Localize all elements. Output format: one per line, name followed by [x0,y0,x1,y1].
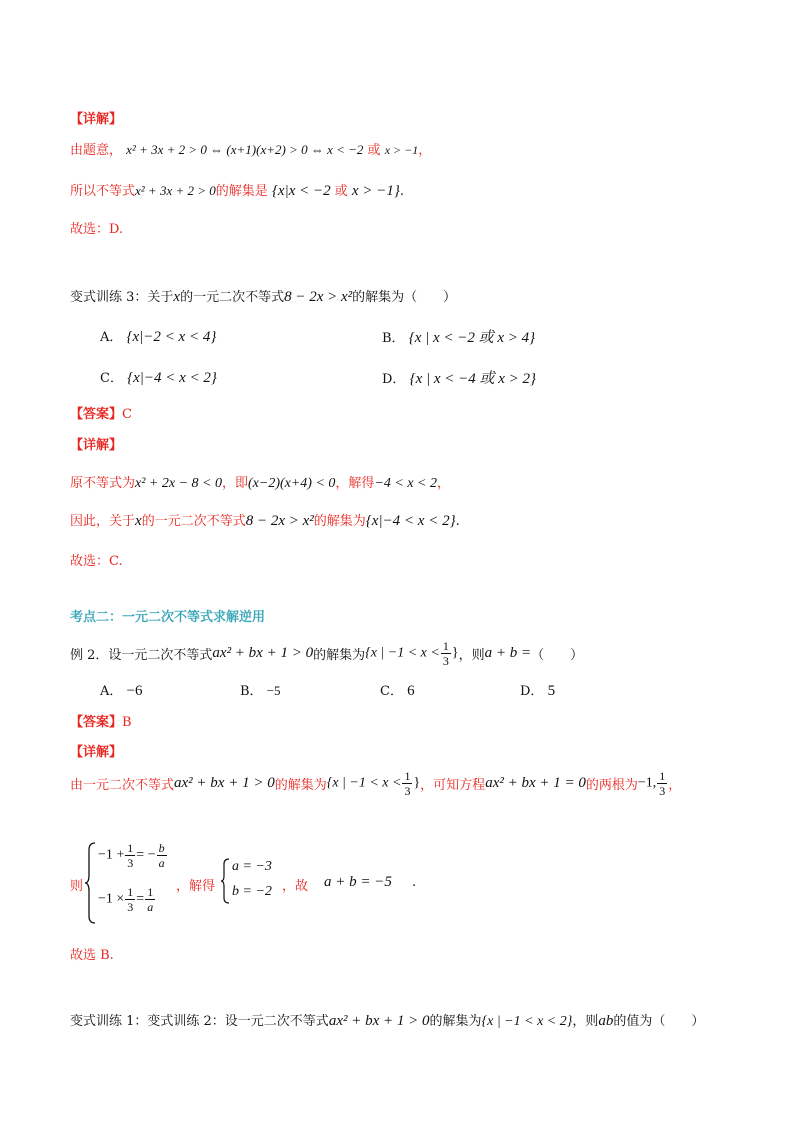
detail-line-1-end: ， [418,143,432,158]
solution-b: b = −2 [232,884,272,899]
example-2-question [70,640,583,676]
detail-line-2 [70,180,404,200]
detail-line-2-math-b: {x|x < −2 [271,183,331,199]
frac-den: 3 [127,856,134,870]
detail-line-2-end: . [399,184,404,199]
ex2-line-1-prefix: 由一元二次不等式 [70,778,175,793]
section-title-point-2: 考点二：一元二次不等式求解逆用 [70,610,266,625]
example-2-answer [70,711,132,730]
detail-line-1-math-b: x > −1 [384,143,419,157]
variant-3-option-d[interactable] [382,367,536,388]
variant-3-mid: 的一元二次不等式 [180,290,285,305]
eq2-mid: = [136,891,145,907]
ex2-line-1-roots-fraction [657,770,667,797]
detail-line-2-math-c: x > −1} [351,183,400,199]
v3-line-2-math-b: {x|−4 < x < 2} [365,513,456,529]
detail-line-2-or: 或 [334,184,348,199]
ex2-math-b: a + b = [484,645,532,661]
system-solve: ，解得 [176,879,216,894]
v2-mid: 的解集为 [429,1014,482,1029]
v3-line-1-math-a: x² + 2x − 8 < 0 [135,476,222,491]
v3-line-1-end: ， [437,476,451,491]
detail-line-1-prefix: 由题意， [70,143,123,158]
option-text: {x | x < −2 或 x > 4} [408,330,536,346]
eq1-pre: −1 + [98,847,125,863]
option-letter: B． [240,684,263,699]
ex2-prefix: 例 2．设一元二次不等式 [70,648,213,663]
frac-num: b [158,841,165,855]
detail-line-2-mid: 的解集是 [215,184,268,199]
detail-line-1-math-a: x² + 3x + 2 > 0 ⇔ (x+1)(x+2) > 0 ⇔ x < −2 [126,142,364,157]
v3-line-1-mid1: ，即 [221,476,248,491]
ex2-line-1-set-pre: {x | −1 < x < [326,775,402,791]
frac-den: a [147,900,154,914]
v3-line-2-mid: 的一元二次不等式 [141,514,246,529]
example-2-conclusion: 故选 B. [70,948,114,963]
example-2-option-d[interactable] [520,680,555,700]
ex2-fraction [441,640,451,667]
system-eq-1 [98,842,168,878]
system-result: a + b = −5 [324,874,392,890]
ex2-line-1-set-post: } [413,775,421,791]
variant-3-question [70,286,456,306]
option-text: {x|−2 < x < 4} [126,329,217,345]
eq2-pre: −1 × [98,891,125,907]
eq2-rhs-fraction [145,886,155,913]
ex2-line-1-mid: 的解集为 [274,778,327,793]
ex2-line-1-mid2: ，可知方程 [420,778,486,793]
ex2-end: （ ） [531,648,584,663]
variant-3-option-a[interactable] [100,326,216,346]
frac-den: a [158,856,165,870]
frac-den: 3 [404,784,411,798]
ex2-line-1-end: ， [668,778,682,793]
frac-num: 1 [127,885,134,899]
ex2-mid: 的解集为 [313,648,366,663]
option-letter: A． [100,684,123,699]
answer-value: C [122,407,132,422]
system-eq-2 [98,886,156,922]
option-letter: C． [380,684,403,699]
frac-num: 1 [659,769,666,783]
v3-line-1-mid2: ，解得 [335,476,375,491]
v2-set: {x | −1 < x < 2} [481,1014,573,1029]
answer-value: B [122,715,132,730]
variant-3-detail-line-1 [70,472,450,492]
ex2-math-a: ax² + bx + 1 > 0 [212,645,314,661]
v3-line-2-mid2: 的解集为 [313,514,366,529]
variant-2-question [70,1010,704,1030]
v2-end: 的值为（ ） [613,1014,705,1029]
option-letter: C． [100,371,123,386]
variant-3-detail-line-2 [70,510,460,530]
detail-conclusion-1: 故选：D. [70,222,124,237]
system-so: ，故 [282,879,309,894]
option-letter: D． [520,684,544,699]
frac-num: 1 [442,639,449,653]
v2-math-a: ax² + bx + 1 > 0 [328,1013,430,1029]
detail-tag-1: 【详解】 [70,112,123,127]
detail-line-1-or: 或 [367,143,381,158]
eq1-fraction [125,842,135,869]
example-2-detail-tag: 【详解】 [70,745,123,760]
option-letter: B． [382,331,405,346]
variant-3-inequality: 8 − 2x > x² [284,289,353,305]
variant-3-detail-tag: 【详解】 [70,438,123,453]
frac-den: 3 [659,784,666,798]
eq1-rhs-fraction [157,842,167,869]
frac-den: 3 [127,900,134,914]
detail-line-2-prefix: 所以不等式 [70,184,136,199]
ex2-line-1-math-a: ax² + bx + 1 > 0 [174,775,275,791]
variant-3-answer [70,403,132,422]
left-brace-icon [84,842,96,924]
v2-mid2: ，则 [572,1014,599,1029]
ex2-line-1-fraction [402,770,412,797]
left-brace-small-icon [220,858,230,904]
variant-3-x: x [173,289,181,305]
frac-num: 1 [404,769,411,783]
detail-line-1 [70,139,431,158]
example-2-option-a[interactable] [100,680,143,700]
variant-3-option-b[interactable] [382,326,535,347]
answer-tag: 【答案】 [70,407,123,422]
system-end: . [412,875,417,890]
frac-num: 1 [127,841,134,855]
option-text: {x|−4 < x < 2} [127,370,217,386]
eq2-fraction [125,886,135,913]
v2-prefix: 变式训练 1：变式训练 2：设一元二次不等式 [70,1014,329,1029]
ex2-line-1-mid3: 的两根为 [585,778,638,793]
option-text: −6 [126,683,143,699]
variant-3-prefix: 变式训练 3：关于 [70,290,174,305]
v3-line-1-math-b: (x−2)(x+4) < 0 [248,476,336,491]
v3-line-2-prefix: 因此，关于 [70,514,136,529]
answer-tag: 【答案】 [70,715,123,730]
option-text: −5 [266,683,281,698]
frac-num: 1 [147,885,154,899]
ex2-set-post: } [451,645,459,661]
solution-a: a = −3 [232,859,272,874]
example-2-option-c[interactable] [380,680,415,700]
ex2-line-1-roots-pre: −1, [637,775,657,791]
ex2-set-pre: {x | −1 < x < [365,645,440,661]
variant-3-option-c[interactable] [100,367,217,387]
option-letter: D． [382,372,406,387]
v3-line-2-math-a: 8 − 2x > x² [245,513,314,529]
system-ze: 则 [70,879,84,894]
v3-line-2-x: x [135,513,142,529]
variant-3-end: 的解集为（ ） [352,290,457,305]
ex2-mid2: ，则 [458,648,485,663]
v3-line-1-prefix: 原不等式为 [70,476,136,491]
frac-den: 3 [442,654,449,668]
ex2-line-1-math-b: ax² + bx + 1 = 0 [485,775,586,791]
detail-line-2-math-a: x² + 3x + 2 > 0 [135,183,216,198]
example-2-option-b[interactable] [240,680,281,699]
v3-line-2-end: . [455,514,460,529]
option-text: 6 [407,683,415,699]
option-text: {x | x < −4 或 x > 2} [409,371,537,387]
v3-line-1-math-c: −4 < x < 2 [374,476,437,491]
v2-ab: ab [598,1013,614,1029]
variant-3-conclusion: 故选：C. [70,554,123,569]
example-2-detail-line-1 [70,770,681,806]
option-letter: A． [100,330,123,345]
option-text: 5 [547,683,556,699]
eq1-mid: = − [136,847,156,863]
